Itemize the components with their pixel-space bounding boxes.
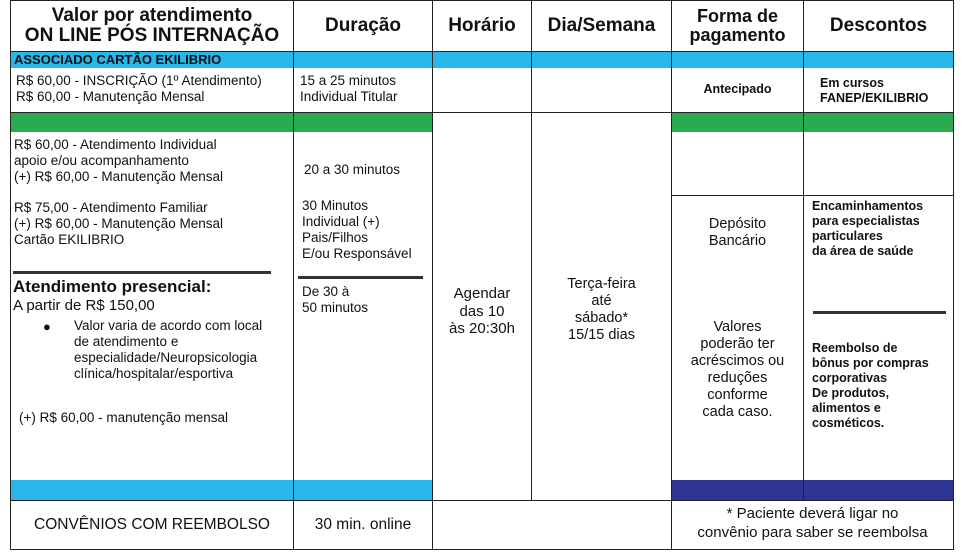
row1-discount (820, 76, 952, 106)
footer-note-line: * Paciente deverá ligar no (726, 505, 899, 522)
discount-reembolso (812, 341, 952, 431)
bullet-line: de atendimento e (74, 334, 179, 349)
discount-b-line: De produtos, (812, 386, 890, 400)
border-col6 (803, 0, 804, 501)
duration-rule (298, 276, 423, 279)
row2-block-b (14, 200, 292, 248)
discount-b-line: alimentos e (812, 401, 881, 415)
border-col3 (432, 0, 433, 550)
associado-section-label: ASSOCIADO CARTÃO EKILIBRIO (14, 52, 222, 67)
payment-b-line: cada caso. (702, 404, 773, 420)
schedule-line: Agendar (453, 285, 511, 302)
header-dia-semana: Dia/Semana (547, 15, 656, 37)
discount-a-line: Encaminhamentos (812, 199, 924, 213)
row2-block-a (14, 137, 292, 185)
payment-b-line: conforme (707, 387, 768, 403)
header-descontos: Descontos (829, 15, 928, 37)
discount-a-line: para especialistas (812, 214, 920, 228)
discount-rule (813, 311, 946, 314)
duration-b-line: E/ou Responsável (302, 246, 412, 261)
days (532, 276, 671, 344)
bullet-line: Valor varia de acordo com local (74, 318, 263, 333)
schedule-line: às 20:30h (449, 320, 515, 337)
payment-b-line: poderão ter (700, 336, 775, 352)
row1-discount-line: FANEP/EKILIBRIO (820, 91, 929, 105)
green-separator-left (10, 113, 432, 132)
table-bottom-border (10, 549, 954, 550)
presencial-rule (13, 271, 271, 274)
duration-b-line: Individual (+) (302, 214, 380, 229)
discount-b-line: corporativas (812, 371, 888, 385)
payment-b-line: reduções (707, 370, 768, 386)
header-duracao: Duração (324, 15, 402, 37)
row1-value-manutencao: R$ 60,00 - Manutenção Mensal (16, 89, 205, 104)
block-a-line: R$ 60,00 - Atendimento Individual (14, 137, 217, 152)
payment-b-line: acréscimos ou (690, 353, 785, 369)
cyan-footer-bar (10, 480, 432, 500)
row1-bottom-border (10, 112, 954, 113)
navy-footer-bar (671, 480, 953, 500)
presencial-price: A partir de R$ 150,00 (13, 297, 155, 314)
duration-b-line: 30 Minutos (302, 198, 369, 213)
block-b-line: R$ 75,00 - Atendimento Familiar (14, 200, 208, 215)
row1-discount-line: Em cursos (820, 76, 884, 90)
discount-b-line: cosméticos. (812, 416, 885, 430)
days-line: até (591, 293, 612, 309)
border-col2 (293, 0, 294, 550)
row1-duration (300, 73, 430, 105)
header-pagamento-line2: pagamento (689, 25, 786, 45)
header-pagamento-line1: Forma de (696, 6, 779, 27)
days-line: 15/15 dias (568, 327, 635, 343)
block-a-line: (+) R$ 60,00 - Manutenção Mensal (14, 169, 223, 184)
discount-a-line: da área de saúde (812, 244, 914, 258)
border-left (10, 0, 11, 550)
footer-convenios: CONVÊNIOS COM REEMBOLSO (34, 516, 270, 533)
duration-b-line: Pais/Filhos (302, 230, 369, 245)
payment-note (672, 319, 803, 421)
header-valor-line2: ON LINE PÓS INTERNAÇÃO (24, 25, 280, 46)
presencial-title: Atendimento presencial: (13, 277, 212, 296)
discount-a-line: particulares (812, 229, 883, 243)
footer-note-line: convênio para saber se reembolsa (697, 524, 928, 541)
border-col4 (531, 0, 532, 501)
row2-duration-c (302, 284, 430, 316)
row2-duration-b (302, 198, 430, 262)
duration-c-line: 50 minutos (302, 300, 369, 315)
duration-c-line: De 30 à (302, 284, 350, 299)
presencial-fee: (+) R$ 60,00 - manutenção mensal (19, 410, 228, 425)
block-a-line: apoio e/ou acompanhamento (14, 153, 189, 168)
header-forma-pagamento (672, 1, 803, 51)
row1-values (16, 73, 292, 105)
days-line: sábado* (574, 310, 629, 326)
days-line: Terça-feira (567, 276, 636, 292)
header-bottom-border (10, 51, 954, 52)
block-b-line: (+) R$ 60,00 - Manutenção Mensal (14, 216, 223, 231)
payment-divider (671, 195, 954, 196)
schedule-line: das 10 (459, 302, 505, 320)
bullet-line: clínica/hospitalar/esportiva (74, 366, 234, 381)
row1-duration-line: Individual Titular (300, 89, 398, 104)
block-b-line: Cartão EKILIBRIO (14, 232, 125, 247)
header-valor-line1: Valor por atendimento (51, 5, 253, 27)
discount-b-line: Reembolso de (812, 341, 898, 355)
row1-value-inscricao: R$ 60,00 - INSCRIÇÃO (1º Atendimento) (16, 73, 262, 88)
footer-note (672, 504, 953, 542)
payment-deposito (672, 216, 803, 250)
payment-b-line: Valores (713, 319, 762, 335)
bullet-line: especialidade/Neuropsicologia (74, 350, 258, 365)
payment-a-line: Depósito (708, 216, 767, 232)
footer-duration: 30 min. online (314, 516, 412, 533)
discount-encaminhamentos (812, 199, 952, 259)
row2-duration-a: 20 a 30 minutos (304, 162, 401, 177)
row1-duration-line: 15 a 25 minutos (300, 73, 397, 88)
discount-b-line: bônus por compras (812, 356, 929, 370)
presencial-bullet-dot: ● (43, 319, 51, 334)
schedule (433, 285, 531, 338)
header-valor (11, 1, 293, 51)
row1-payment: Antecipado (703, 82, 772, 96)
border-right (953, 0, 954, 550)
green-separator-right (671, 113, 953, 132)
header-horario: Horário (448, 15, 516, 37)
presencial-bullet (74, 318, 292, 382)
payment-a-line: Bancário (708, 233, 767, 249)
